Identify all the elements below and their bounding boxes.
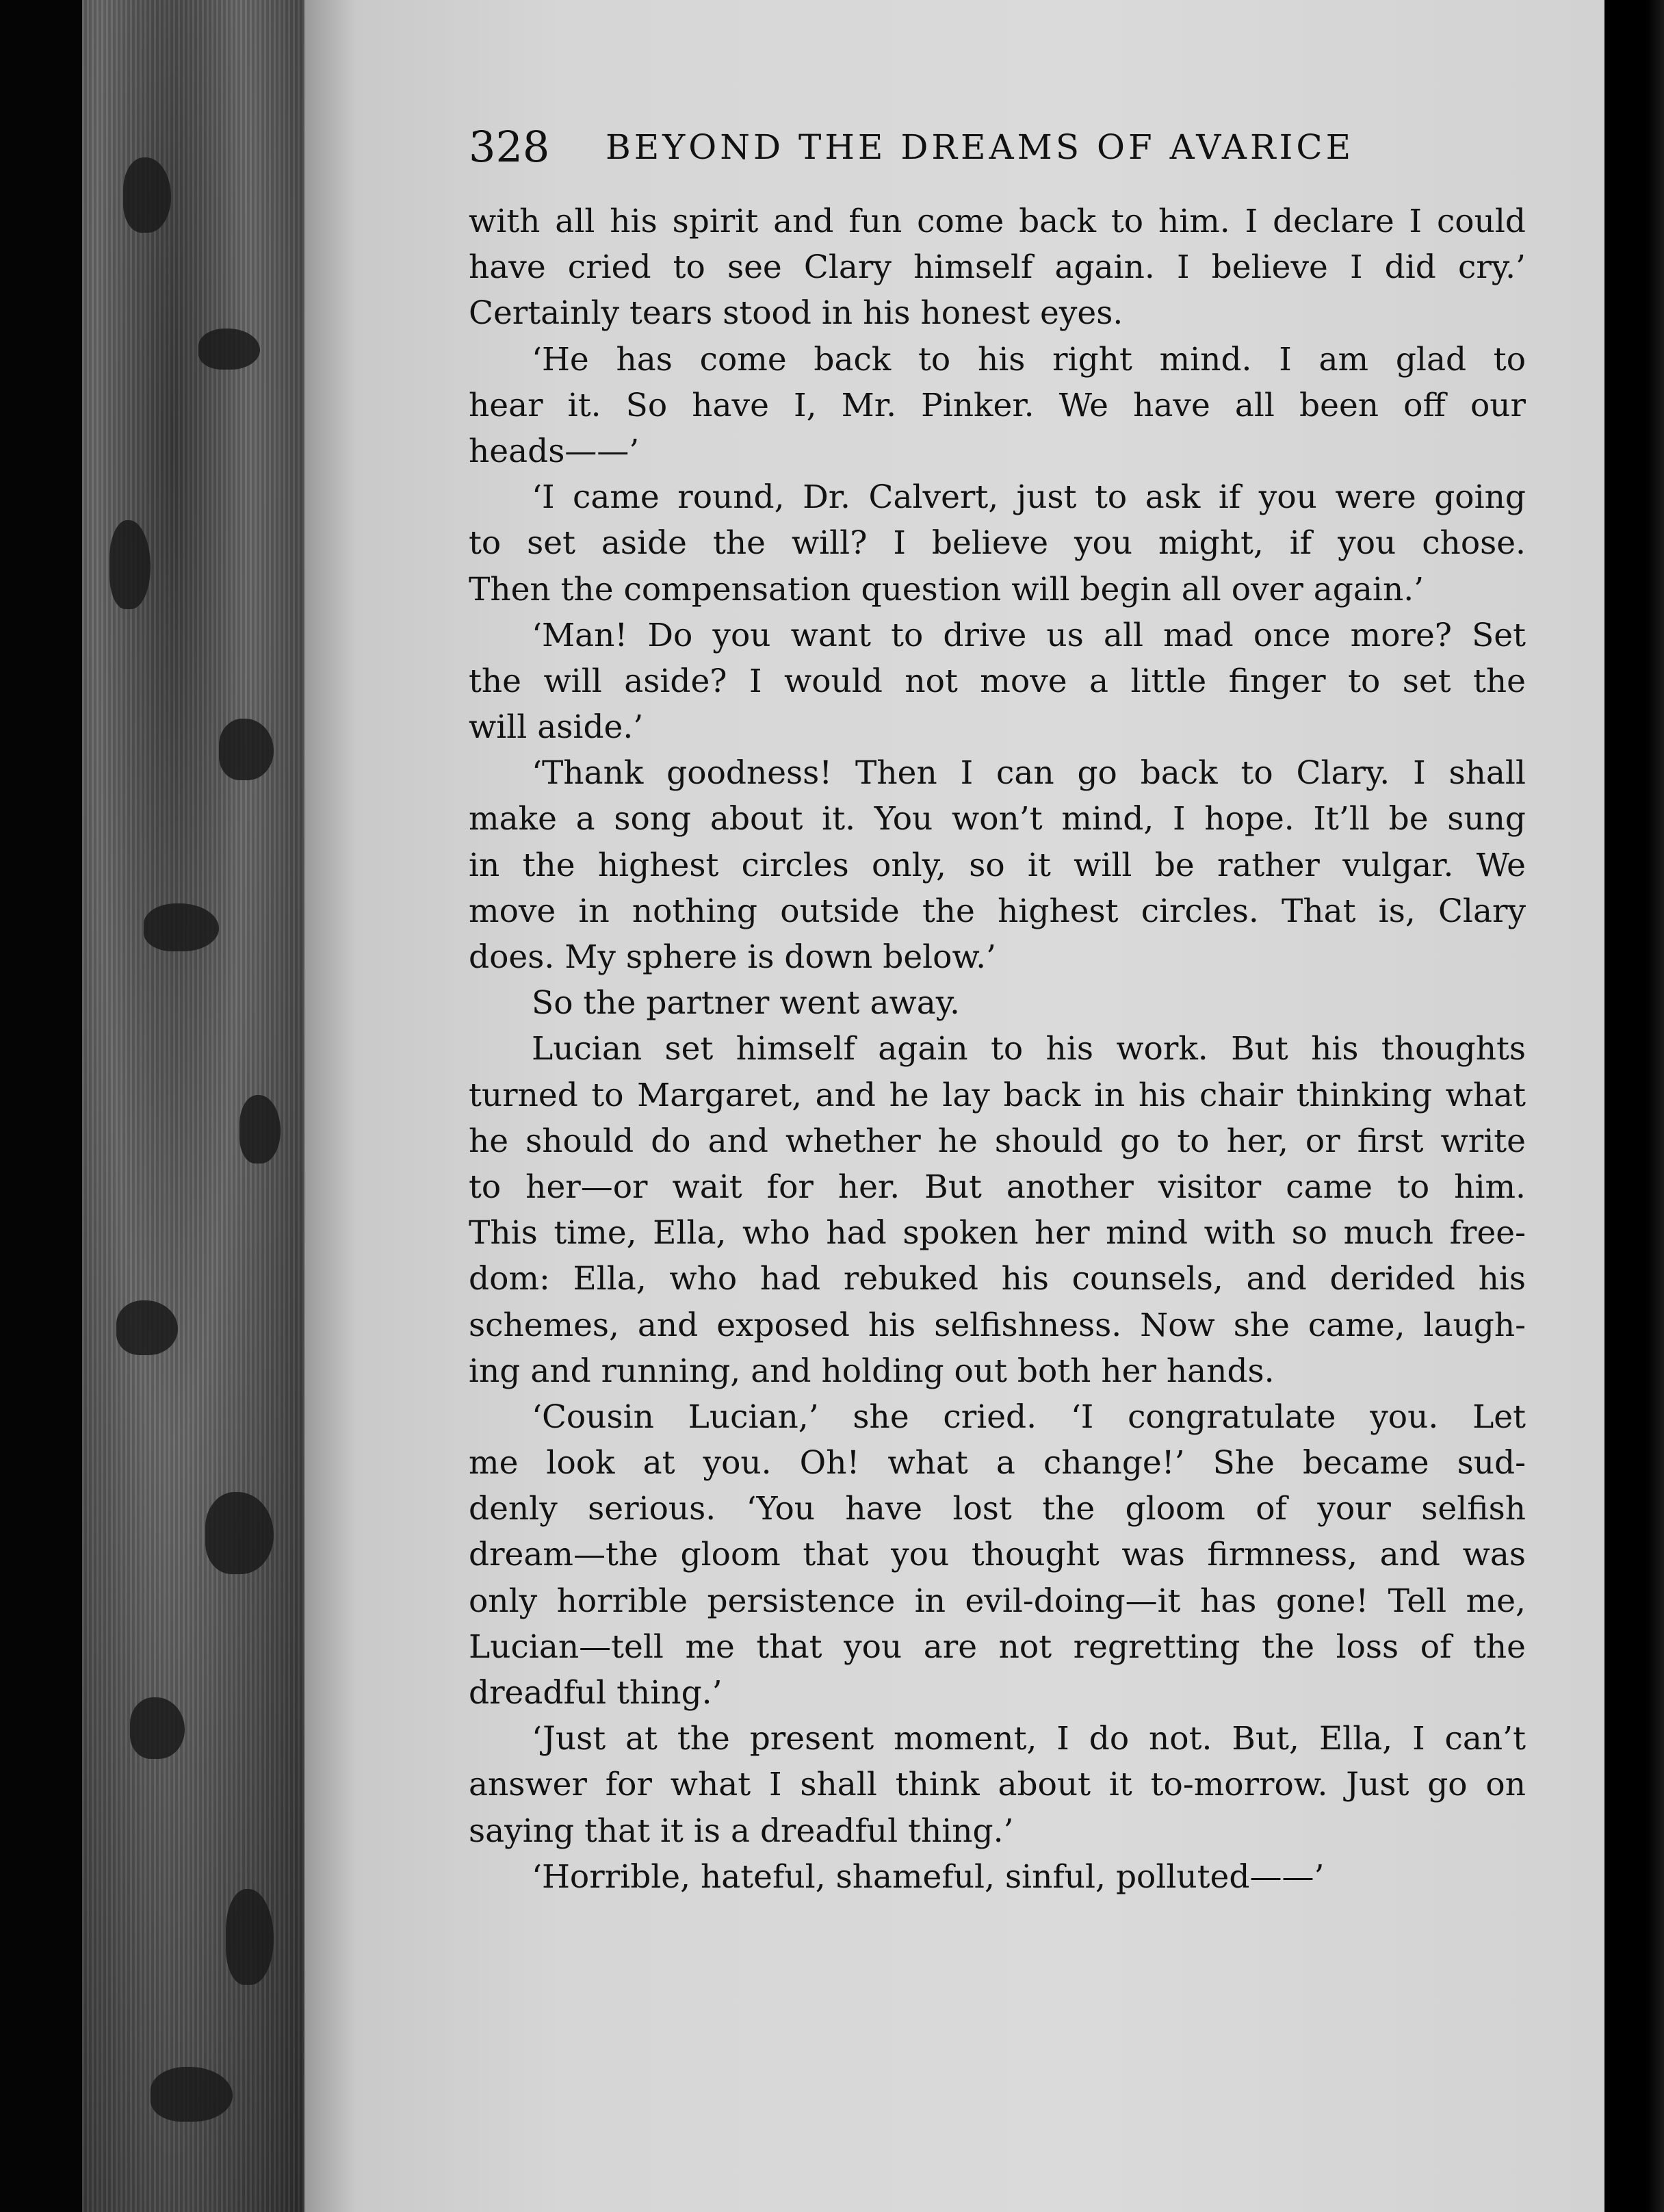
text-line: ‘Cousin Lucian,’ she cried. ‘I congratulate you. Let [532, 1398, 1526, 1436]
text-line: hear it. So have I, Mr. Pinker. We have all been off our [469, 386, 1526, 424]
text-line: schemes, and exposed his selfishness. Now she came, laugh- [469, 1306, 1526, 1344]
page-number: 328 [469, 122, 550, 172]
body-text [469, 198, 1526, 1900]
page-header [469, 116, 1461, 178]
book-page [304, 0, 1604, 2212]
text-line: ‘I came round, Dr. Calvert, just to ask if you were going [532, 478, 1526, 517]
text-line: Certainly tears stood in his honest eyes. [469, 294, 1123, 333]
page-edges [82, 0, 308, 2212]
text-line: This time, Ella, who had spoken her mind with so much free- [469, 1214, 1526, 1252]
text-line: does. My sphere is down below.’ [469, 938, 997, 976]
next-page-edge [1604, 0, 1664, 2212]
text-line: saying that it is a dreadful thing.’ [469, 1812, 1014, 1850]
text-line: to her—or wait for her. But another visitor came to him. [469, 1168, 1526, 1206]
text-line: Then the compensation question will begin all over again.’ [469, 570, 1425, 608]
text-line: turned to Margaret, and he lay back in his chair thinking what [469, 1076, 1526, 1114]
text-line: ‘He has come back to his right mind. I am glad to [532, 340, 1526, 378]
text-line: dreadful thing.’ [469, 1674, 723, 1712]
text-line: only horrible persistence in evil-doing—it has gone! Tell me, [469, 1582, 1526, 1620]
text-line: move in nothing outside the highest circles. That is, Clary [469, 892, 1526, 930]
text-line: make a song about it. You won’t mind, I hope. It’ll be sung [469, 800, 1526, 838]
text-line: ‘Man! Do you want to drive us all mad once more? Set [532, 616, 1526, 654]
text-line: he should do and whether he should go to her, or first write [469, 1122, 1526, 1160]
text-line: me look at you. Oh! what a change!’ She became sud- [469, 1444, 1526, 1482]
text-line: with all his spirit and fun come back to him. I declare I could [469, 203, 1526, 240]
text-line: dom: Ella, who had rebuked his counsels, and derided his [469, 1260, 1526, 1298]
text-line: dream—the gloom that you thought was firmness, and was [469, 1536, 1526, 1574]
text-line: So the partner went away. [532, 984, 960, 1023]
text-line: the will aside? I would not move a little finger to set the [469, 662, 1526, 700]
text-line: Lucian—tell me that you are not regretting the loss of the [469, 1628, 1526, 1666]
text-line: will aside.’ [469, 708, 644, 747]
text-line: ‘Thank goodness! Then I can go back to Clary. I shall [532, 754, 1526, 793]
text-line: heads——’ [469, 432, 640, 470]
text-line: answer for what I shall think about it to-morrow. Just go on [469, 1766, 1526, 1804]
text-line: denly serious. ‘You have lost the gloom of your selfish [469, 1490, 1526, 1528]
text-line: in the highest circles only, so it will be rather vulgar. We [469, 846, 1526, 884]
text-line: ‘Just at the present moment, I do not. But, Ella, I can’t [532, 1720, 1526, 1758]
text-line: to set aside the will? I believe you might, if you chose. [469, 524, 1526, 563]
running-head: BEYOND THE DREAMS OF AVARICE [606, 127, 1355, 167]
text-line: ing and running, and holding out both her hands. [469, 1352, 1275, 1390]
text-line: have cried to see Clary himself again. I believe I did cry.’ [469, 248, 1526, 287]
text-line: Lucian set himself again to his work. But his thoughts [532, 1030, 1526, 1068]
text-line: ‘Horrible, hateful, shameful, sinful, polluted——’ [532, 1857, 1325, 1896]
